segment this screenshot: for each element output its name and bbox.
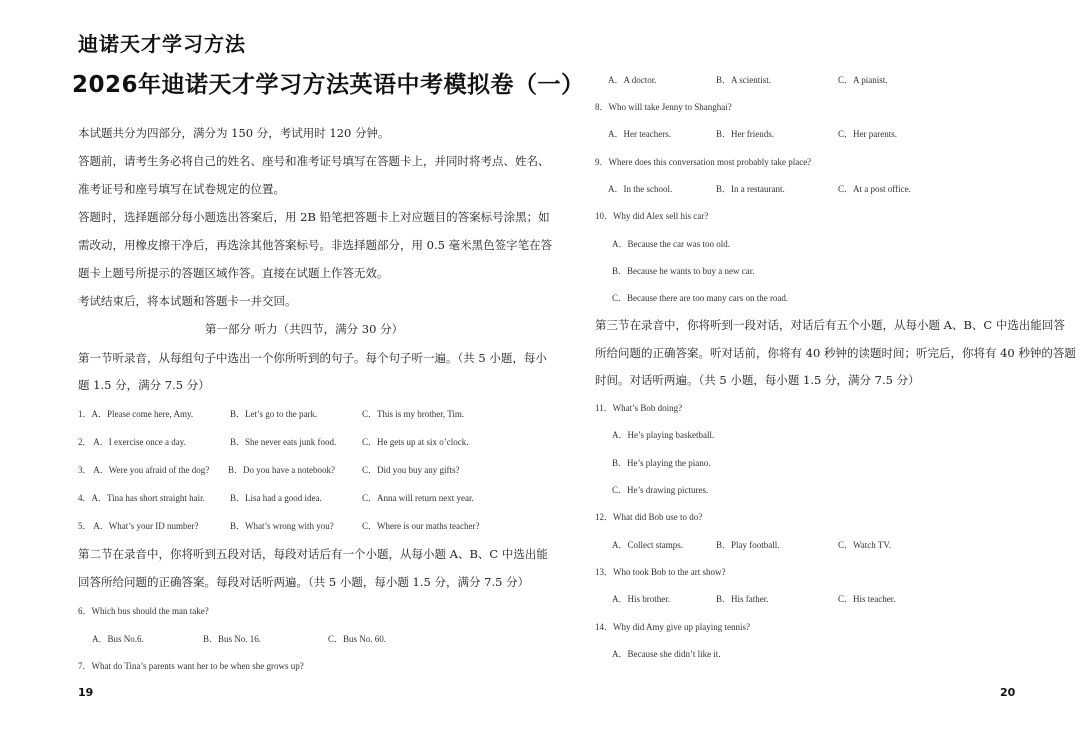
q5-option-b: B．What’s wrong with you? — [230, 521, 334, 531]
q3-option-b: B．Do you have a notebook? — [228, 465, 335, 475]
q9-option-c: C．At a post office. — [838, 184, 911, 194]
q5-option-c: C．Where is our maths teacher? — [362, 521, 480, 531]
q7-question: 7．What do Tina’s parents want her to be when she grows up? — [78, 661, 304, 671]
section1-description: 第一节听录音，从每组句子中选出一个你所听到的句子。每个句子听一遍。（共 5 小题，每小 — [78, 351, 547, 365]
q1-option-a: 1．A．Please come here, Amy. — [78, 409, 194, 419]
section1-description: 题 1.5 分，满分 7.5 分） — [78, 378, 210, 392]
q4-option-a: 4．A．Tina has short straight hair. — [78, 493, 205, 503]
q2-option-b: B．She never eats junk food. — [230, 437, 337, 447]
q6-question: 6．Which bus should the man take? — [78, 606, 209, 616]
q6-option-c: C．Bus No. 60. — [328, 634, 387, 644]
q10-question: 10．Why did Alex sell his car? — [595, 211, 709, 221]
q13-option-b: B．His father. — [716, 594, 769, 604]
q7-option-a: A．A doctor. — [608, 75, 657, 85]
q8-option-a: A．Her teachers. — [608, 129, 671, 139]
section2-description: 回答所给问题的正确答案。每段对话听两遍。（共 5 小题，每小题 1.5 分，满分 7.5 分） — [78, 575, 530, 589]
q6-option-b: B．Bus No. 16. — [203, 634, 262, 644]
q8-option-c: C．Her parents. — [838, 129, 897, 139]
q5-option-a: 5． A．What’s your ID number? — [78, 521, 199, 531]
instruction-line: 答题时，选择题部分每小题选出答案后，用 2B 铅笔把答题卡上对应题目的答案标号涂黑；如 — [78, 210, 550, 224]
exam-title: 2026年迪诺天才学习方法英语中考模拟卷（一） — [72, 72, 585, 98]
q14-option-a: A．Because she didn’t like it. — [612, 649, 721, 659]
section3-description: 所给问题的正确答案。听对话前，你将有 40 秒钟的读题时间；听完后，你将有 40 秒钟的答题 — [595, 346, 1076, 360]
q7-option-c: C．A pianist. — [838, 75, 888, 85]
instruction-line: 本试题共分为四部分，满分为 150 分，考试用时 120 分钟。 — [78, 126, 390, 140]
q13-question: 13．Who took Bob to the art show? — [595, 567, 726, 577]
q8-option-b: B．Her friends. — [716, 129, 774, 139]
q11-option-b: B．He’s playing the piano. — [612, 458, 711, 468]
page-number-left: 19 — [78, 686, 94, 699]
q1-option-b: B．Let’s go to the park. — [230, 409, 318, 419]
q11-option-a: A．He’s playing basketball. — [612, 430, 715, 440]
part1-heading: 第一部分 听力（共四节，满分 30 分） — [205, 322, 404, 336]
q10-option-c: C．Because there are too many cars on the road. — [612, 293, 789, 303]
instruction-line: 答题前，请考生务必将自己的姓名、座号和准考证号填写在答题卡上，并同时将考点、姓名、 — [78, 154, 550, 168]
instruction-line: 需改动，用橡皮擦干净后，再选涂其他答案标号。非选择题部分，用 0.5 毫米黑色签字笔在答 — [78, 238, 553, 252]
q11-option-c: C．He’s drawing pictures. — [612, 485, 709, 495]
section3-description: 第三节在录音中，你将听到一段对话，对话后有五个小题，从每小题 A、B、C 中选出能回答 — [595, 318, 1065, 332]
q14-question: 14．Why did Amy give up playing tennis? — [595, 622, 750, 632]
q12-option-a: A．Collect stamps. — [612, 540, 683, 550]
q2-option-a: 2． A．I exercise once a day. — [78, 437, 186, 447]
q2-option-c: C．He gets up at six o’clock. — [362, 437, 469, 447]
q4-option-c: C．Anna will return next year. — [362, 493, 474, 503]
q3-option-a: 3． A．Were you afraid of the dog? — [78, 465, 210, 475]
q7-option-b: B．A scientist. — [716, 75, 772, 85]
instruction-line: 题卡上题号所提示的答题区域作答。直接在试题上作答无效。 — [78, 266, 389, 280]
q6-option-a: A．Bus No.6. — [92, 634, 144, 644]
brand-name: 迪诺天才学习方法 — [78, 32, 246, 56]
q9-option-b: B．In a restaurant. — [716, 184, 785, 194]
q11-question: 11．What’s Bob doing? — [595, 403, 683, 413]
q12-question: 12．What did Bob use to do? — [595, 512, 703, 522]
q13-option-a: A．His brother. — [612, 594, 670, 604]
q13-option-c: C．His teacher. — [838, 594, 896, 604]
instruction-line: 准考证号和座号填写在试卷规定的位置。 — [78, 182, 285, 196]
q3-option-c: C．Did you buy any gifts? — [362, 465, 460, 475]
q12-option-b: B．Play football. — [716, 540, 780, 550]
q10-option-b: B．Because he wants to buy a new car. — [612, 266, 755, 276]
q9-option-a: A．In the school. — [608, 184, 673, 194]
section2-description: 第二节在录音中，你将听到五段对话，每段对话后有一个小题，从每小题 A、B、C 中选出能 — [78, 547, 548, 561]
q9-question: 9．Where does this conversation most probably take place? — [595, 157, 812, 167]
q10-option-a: A．Because the car was too old. — [612, 239, 730, 249]
page-number-right: 20 — [1000, 686, 1016, 699]
q4-option-b: B．Lisa had a good idea. — [230, 493, 322, 503]
section3-description: 时间。对话听两遍。（共 5 小题，每小题 1.5 分，满分 7.5 分） — [595, 373, 920, 387]
q12-option-c: C．Watch TV. — [838, 540, 891, 550]
instruction-line: 考试结束后，将本试题和答题卡一并交回。 — [78, 294, 297, 308]
q1-option-c: C．This is my brother, Tim. — [362, 409, 465, 419]
q8-question: 8．Who will take Jenny to Shanghai? — [595, 102, 732, 112]
